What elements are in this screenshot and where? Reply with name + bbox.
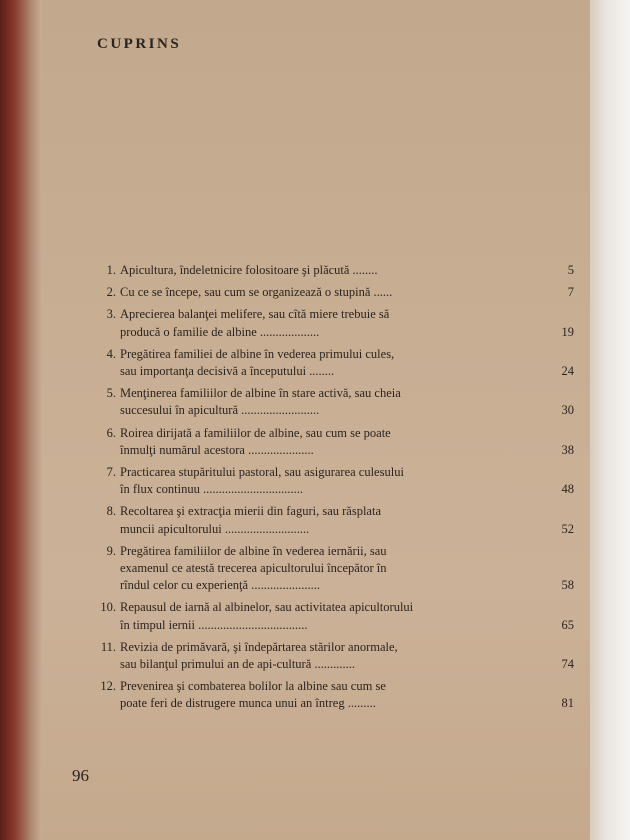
- book-cover-edge-left: [0, 0, 42, 840]
- toc-entry-line: muncii apicultorului ...........................: [120, 521, 310, 536]
- toc-entry-page: 74: [561, 657, 574, 672]
- toc-entry-line: Prevenirea şi combaterea bolilor la albine sau cum se: [120, 679, 386, 694]
- toc-entry-line: înmulţi numărul acestora .....................: [120, 442, 314, 457]
- toc-entry-title: [120, 346, 540, 380]
- background-edge-right: [590, 0, 630, 840]
- toc-entry: [100, 262, 578, 279]
- toc-entry: [100, 678, 578, 712]
- book-page: [42, 0, 590, 840]
- toc-entry: [100, 425, 578, 459]
- toc-entry-number: 4.: [106, 346, 116, 361]
- toc-entry-line: în timpul iernii ...................................: [120, 617, 308, 632]
- toc-entry-line: Menţinerea familiilor de albine în stare activă, sau cheia: [120, 386, 401, 401]
- toc-entry-page: 38: [561, 442, 574, 457]
- toc-entry-page: 30: [561, 403, 574, 418]
- toc-entry-number: 11.: [100, 639, 116, 654]
- toc-entry-title: [120, 284, 540, 301]
- toc-entry-line: Revizia de primăvară, şi îndepărtarea stărilor anormale,: [120, 639, 398, 654]
- toc-entry-line: Repausul de iarnă al albinelor, sau activitatea apicultorului: [120, 600, 414, 615]
- toc-entry-number: 7.: [106, 465, 116, 480]
- toc-entry-number: 12.: [100, 679, 116, 694]
- toc-entry-number: 5.: [106, 386, 116, 401]
- toc-entry-page: 48: [561, 482, 574, 497]
- toc-entry-line: succesului în apicultură .........................: [120, 403, 320, 418]
- toc-entry-title: [120, 385, 540, 419]
- toc-entry-page: 65: [561, 617, 574, 632]
- toc-entry: [100, 543, 578, 595]
- toc-entry: [100, 464, 578, 498]
- toc-entry-number: 6.: [106, 425, 116, 440]
- toc-entry-title: [120, 639, 540, 673]
- toc-entry-line: producă o familie de albine ...................: [120, 324, 320, 339]
- toc-entry: [100, 306, 578, 340]
- toc-entry-page: 58: [561, 578, 574, 593]
- toc-entry: [100, 599, 578, 633]
- toc-entry-line: Apicultura, îndeletnicire folositoare şi plăcută ........: [120, 263, 378, 277]
- toc-entry-title: [120, 543, 540, 595]
- toc-entry-page: 7: [567, 285, 574, 300]
- page-title: CUPRINS: [97, 36, 182, 52]
- toc-entry-line: rîndul celor cu experienţă ......................: [120, 578, 320, 593]
- toc-entry: [100, 346, 578, 380]
- toc-entry-line: Pregătirea familiei de albine în vederea primului cules,: [120, 346, 395, 361]
- toc-entry: [100, 639, 578, 673]
- toc-entry-line: Recoltarea şi extracţia mierii din faguri, sau răsplata: [120, 504, 381, 519]
- toc-entry-title: [120, 503, 540, 537]
- toc-entry-line: Cu ce se începe, sau cum se organizează o stupină ......: [120, 285, 393, 300]
- toc-entry: [100, 503, 578, 537]
- toc-entry-number: 3.: [106, 307, 116, 322]
- toc-entry-line: examenul ce atestă trecerea apicultorului începător în: [120, 561, 387, 576]
- toc-entry-page: 52: [561, 521, 574, 536]
- toc-entry-line: Practicarea stupăritului pastoral, sau asigurarea culesului: [120, 465, 404, 480]
- table-of-contents: [100, 262, 578, 718]
- page-number: 96: [72, 766, 89, 785]
- toc-entry: [100, 284, 578, 301]
- toc-entry-title: [120, 599, 540, 633]
- toc-entry-title: [120, 425, 540, 459]
- toc-entry-page: 19: [561, 324, 574, 339]
- toc-entry-title: [120, 306, 540, 340]
- toc-entry-line: Aprecierea balanţei melifere, sau cîtă miere trebuie să: [120, 307, 390, 322]
- toc-entry-number: 9.: [106, 543, 116, 558]
- toc-entry-number: 2.: [106, 285, 116, 300]
- toc-entry: [100, 385, 578, 419]
- toc-entry-page: 81: [561, 696, 574, 711]
- toc-entry-page: 24: [561, 364, 574, 379]
- toc-entry-title: [120, 262, 540, 279]
- toc-entry-line: sau importanţa decisivă a începutului ........: [120, 364, 335, 379]
- toc-entry-line: poate feri de distrugere munca unui an întreg .........: [120, 696, 376, 711]
- toc-entry-line: Pregătirea familiilor de albine în vederea iernării, sau: [120, 543, 387, 558]
- toc-entry-number: 1.: [106, 263, 116, 277]
- toc-entry-line: Roirea dirijată a familiilor de albine, sau cum se poate: [120, 425, 391, 440]
- toc-entry-title: [120, 464, 540, 498]
- toc-entry-title: [120, 678, 540, 712]
- toc-entry-number: 8.: [106, 504, 116, 519]
- toc-entry-page: 5: [567, 263, 574, 277]
- toc-entry-line: în flux continuu ................................: [120, 482, 303, 497]
- toc-entry-number: 10.: [100, 600, 116, 615]
- toc-entry-line: sau bilanţul primului an de api-cultură .............: [120, 657, 356, 672]
